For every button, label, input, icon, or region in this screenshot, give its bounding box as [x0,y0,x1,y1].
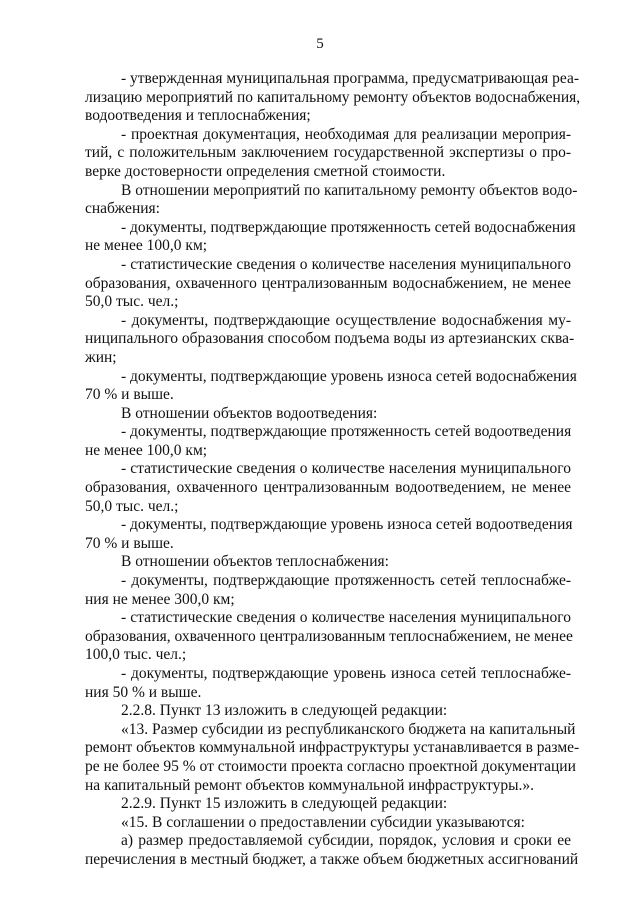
text-line: 2.2.8. Пункт 13 изложить в следующей редакции: [121,702,448,720]
text-line: а) размер предоставляемой субсидии, порядок, условия и сроки ее [121,832,571,850]
text-line: не менее 100,0 км; [85,237,208,255]
text-line: - документы, подтверждающие протяженность сетей теплоснабже- [121,572,571,590]
text-line: - документы, подтверждающие протяженность сетей водоотведения [121,423,572,441]
text-line: 50,0 тыс. чел.; [85,293,179,311]
text-line: ниципального образования способом подъема воды из артезианских сква- [85,330,575,348]
text-line: - утвержденная муниципальная программа, предусматривающая реа- [121,70,579,87]
text-line: ре не более 95 % от стоимости проекта согласно проектной документации [85,757,576,775]
text-line: - документы, подтверждающие осуществление водоснабжения му- [121,311,571,329]
text-line: 50,0 тыс. чел.; [85,497,179,515]
text-line: 70 % и выше. [85,534,174,552]
text-line: ния 50 % и выше. [85,683,202,701]
text-line: жин; [85,348,117,366]
text-line: образования, охваченного централизованным водоснабжением, не менее [85,274,571,292]
text-line: перечисления в местный бюджет, а также объем бюджетных ассигнований [85,850,579,868]
text-line: - документы, подтверждающие уровень износа сетей теплоснабже- [121,665,571,682]
text-line: лизацию мероприятий по капитальному ремонту объектов водоснабжения, [85,88,581,106]
page-number: 5 [316,36,324,52]
text-line: - документы, подтверждающие уровень износа сетей водоснабжения [121,367,577,385]
text-line: на капитальный ремонт объектов коммунальной инфраструктуры.». [85,776,534,794]
text-line: «15. В соглашении о предоставлении субсидии указываются: [121,813,525,831]
text-line: ния не менее 300,0 км; [85,590,235,608]
text-line: В отношении объектов водоотведения: [121,404,378,422]
text-line: 100,0 тыс. чел.; [85,646,187,664]
document-body [85,70,581,870]
text-line: 2.2.9. Пункт 15 изложить в следующей редакции: [121,795,448,813]
text-line: - проектная документация, необходимая для реализации мероприя- [121,125,571,143]
text-line: «13. Размер субсидии из республиканского бюджета на капитальный [121,720,576,738]
text-line: верке достоверности определения сметной стоимости. [85,162,446,180]
text-line: тий, с положительным заключением государственной экспертизы о про- [85,144,571,162]
text-line: - документы, подтверждающие протяженность сетей водоснабжения [121,218,576,236]
text-line: - статистические сведения о количестве населения муниципального [121,255,571,273]
text-line: образования, охваченного централизованным теплоснабжением, не менее [85,627,573,645]
text-line: - статистические сведения о количестве населения муниципального [121,460,571,478]
text-line: 70 % и выше. [85,386,174,404]
text-line: - статистические сведения о количестве населения муниципального [121,609,571,627]
text-line: ремонт объектов коммунальной инфраструктуры устанавливается в разме- [85,739,580,757]
text-line: водоотведения и теплоснабжения; [85,107,311,125]
text-line: снабжения: [85,200,160,218]
text-line: образования, охваченного централизованным водоотведением, не менее [85,479,571,497]
text-line: В отношении мероприятий по капитальному ремонту объектов водо- [121,181,578,199]
text-line: не менее 100,0 км; [85,441,208,459]
text-line: В отношении объектов теплоснабжения: [121,553,389,571]
text-line: - документы, подтверждающие уровень износа сетей водоотведения [121,516,573,534]
